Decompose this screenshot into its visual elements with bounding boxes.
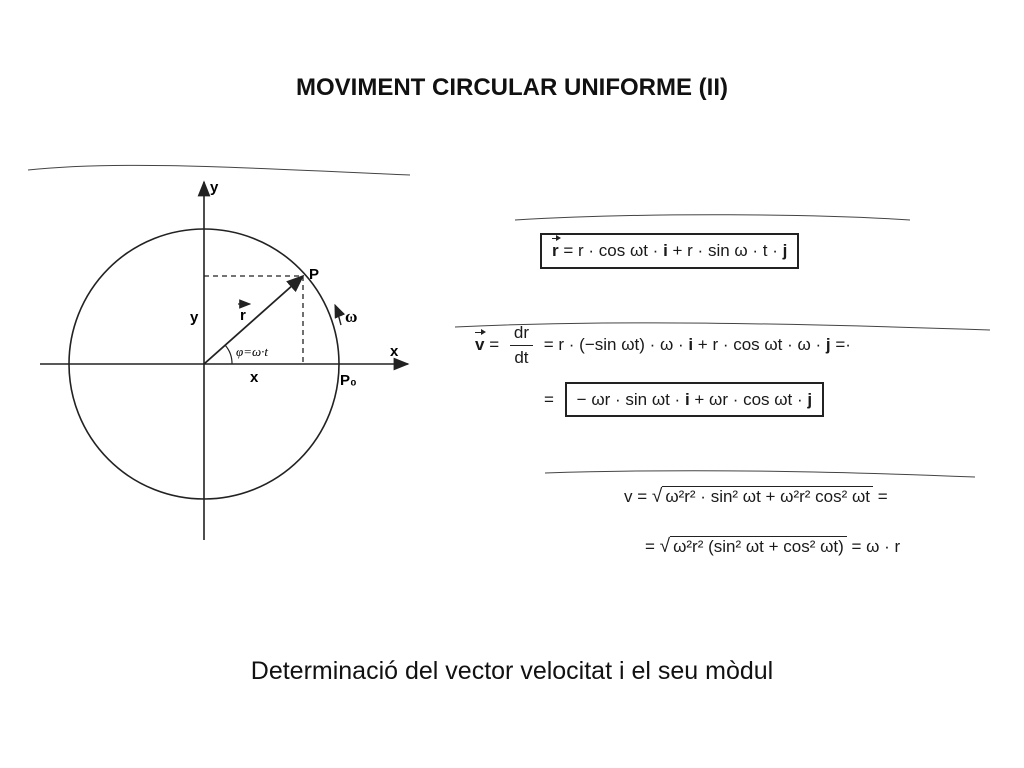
- eq3-i: i: [684, 390, 690, 409]
- omega-label: ω: [345, 307, 358, 326]
- eq5-radicand: ω²r² (sin² ωt + cos² ωt): [670, 536, 847, 557]
- axis-x-label: x: [390, 343, 399, 360]
- eq3-text: − ωr · sin ωt ·: [576, 390, 685, 409]
- page-caption: Determinació del vector velocitat i el seu mòdul: [250, 657, 774, 685]
- angle-arc: [225, 345, 232, 364]
- sqrt-icon: √: [659, 536, 671, 557]
- proj-x-label: x: [250, 369, 259, 386]
- eq2-mid: + r · cos ωt · ω ·: [693, 334, 826, 354]
- proj-y-label: y: [190, 309, 199, 326]
- eq2-text: = r · (−sin ωt) · ω ·: [543, 334, 689, 354]
- axis-y-label: y: [210, 179, 219, 196]
- point-p-label: P: [309, 266, 320, 283]
- eq2-end: =·: [830, 334, 851, 354]
- vector-r: r: [552, 241, 559, 260]
- equation-velocity-result: [544, 390, 824, 410]
- eq3-mid: + ωr · cos ωt ·: [689, 390, 808, 409]
- fraction-denominator: dt: [514, 348, 529, 367]
- eq3-j: j: [807, 390, 813, 409]
- vector-v: v: [475, 334, 485, 354]
- eq1-mid: + r · sin ω · t ·: [667, 241, 783, 260]
- eq4-end: =: [877, 487, 888, 506]
- fraction-numerator: dr: [510, 323, 533, 346]
- eq4-radicand: ω²r² · sin² ωt + ω²r² cos² ωt: [662, 486, 873, 507]
- equation-position: [540, 233, 799, 269]
- omega-arrow: [335, 305, 341, 325]
- eq4-lhs: v =: [624, 487, 648, 506]
- eq2-j: j: [825, 334, 831, 354]
- angle-label: φ=ω·t: [236, 344, 269, 359]
- vector-r-label: r: [240, 307, 246, 324]
- eq5-end: = ω · r: [851, 537, 901, 556]
- eq3-box: [565, 382, 824, 417]
- sqrt-icon: √: [651, 486, 663, 507]
- scan-line-eq-low: [545, 471, 975, 477]
- equation-velocity-derivative: [475, 323, 851, 368]
- eq1-j: j: [782, 241, 788, 260]
- scan-line-eq-top: [515, 215, 910, 220]
- eq2-equals: =: [489, 334, 500, 354]
- derivative-fraction: [510, 323, 533, 368]
- eq5-lhs: =: [645, 537, 655, 556]
- point-p0-label: P₀: [340, 372, 357, 389]
- page-title: MOVIMENT CIRCULAR UNIFORME (II): [296, 74, 728, 101]
- eq1-text: = r · cos ωt ·: [563, 241, 664, 260]
- eq1-i: i: [663, 241, 668, 260]
- eq3-equals: =: [544, 390, 554, 409]
- equation-speed-modulus: [624, 486, 888, 508]
- scan-line-top-left: [28, 165, 410, 175]
- eq2-i: i: [688, 334, 694, 354]
- equation-speed-simplified: [645, 536, 900, 558]
